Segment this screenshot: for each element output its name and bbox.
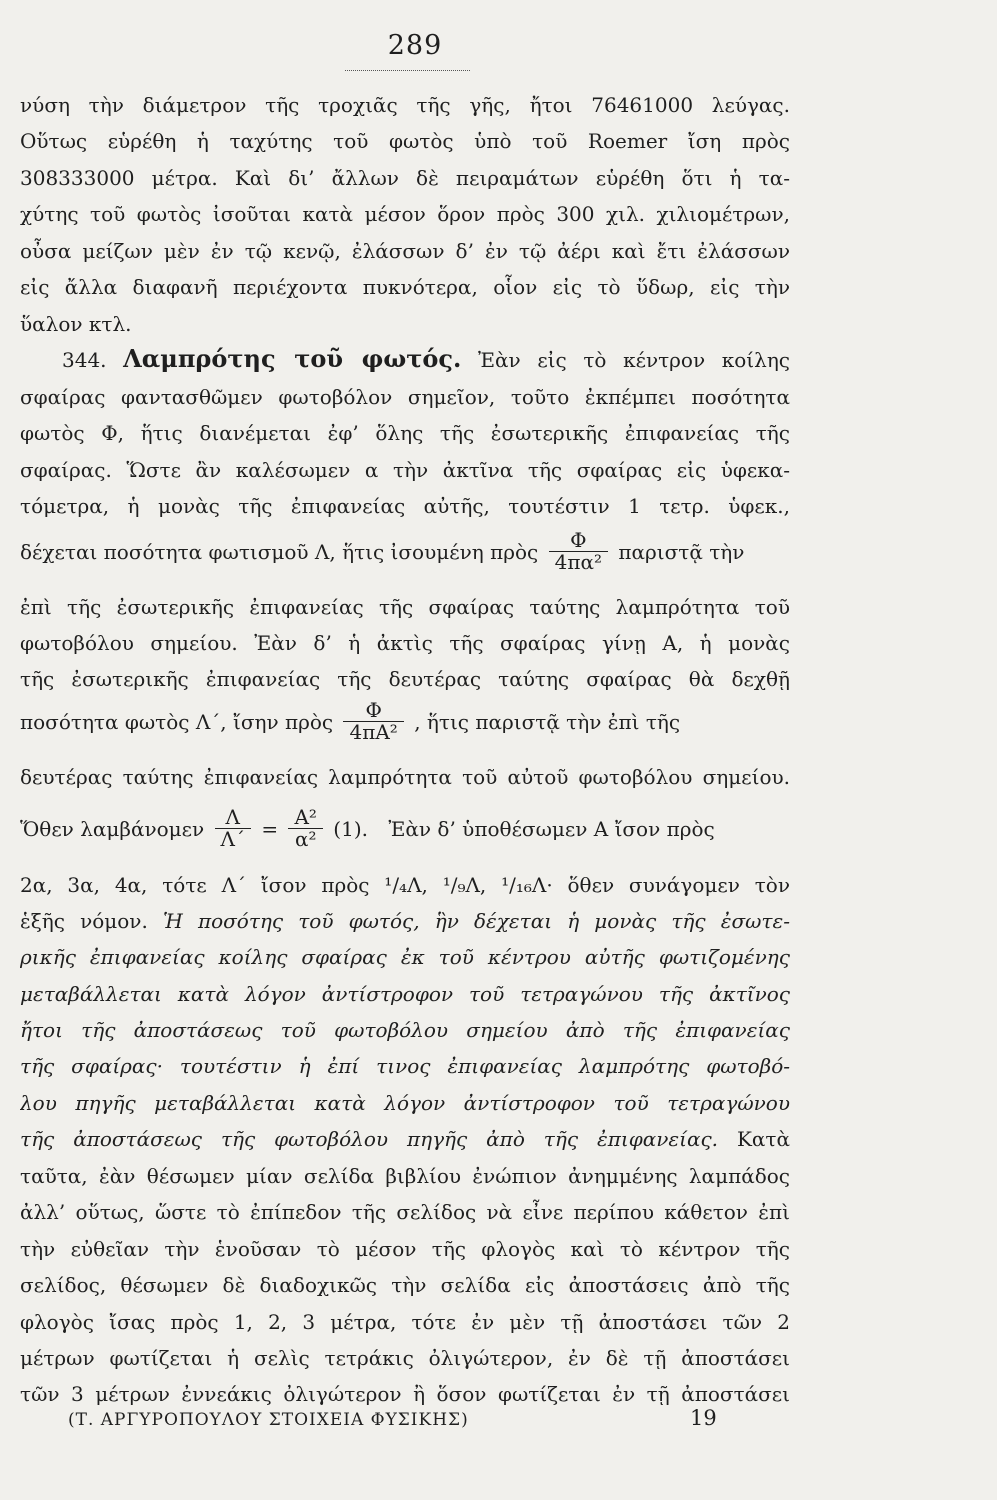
fraction-lambda-ratio: $\frac{\Lambda}{\Lambda΄}$ (215, 807, 251, 850)
formula-line-3 (20, 796, 790, 858)
text-line: ἐπὶ τῆς ἐσωτερικῆς ἐπιφανείας τῆς σφαίρας ταύτης λαμπρότητα τοῦ (20, 595, 790, 619)
text-plain: Κατὰ (736, 1127, 790, 1151)
law-line: μεταβάλλεται κατὰ λόγον ἀντίστροφον τοῦ τετραγώνου τῆς ἀκτῖνος (20, 982, 790, 1006)
text-line: σελίδος, θέσωμεν δὲ διαδοχικῶς τὴν σελίδα εἰς ἀποστάσεις ἀπὸ τῆς (20, 1273, 790, 1297)
law-line: ἤτοι τῆς ἀποστάσεως τοῦ φωτοβόλου σημείου ἀπὸ τῆς ἐπιφανείας (20, 1018, 790, 1042)
equation-label: (1). (333, 816, 368, 841)
text-line: τῶν 3 μέτρων ἐννεάκις ὀλιγώτερον ἢ ὅσον φωτίζεται ἐν τῇ ἀποστάσει (20, 1382, 790, 1406)
text-line: νύση τὴν διάμετρον τῆς τροχιᾶς τῆς γῆς, ἤτοι 76461000 λεύγας. (20, 93, 790, 117)
section-first-line: Ἐὰν εἰς τὸ κέντρον κοίλης (477, 348, 790, 372)
formula-text: Ἐὰν δ’ ὑποθέσωμεν Α ἴσον πρὸς (388, 816, 715, 841)
text-line: τῆς ἐσωτερικῆς ἐπιφανείας τῆς δευτέρας ταύτης σφαίρας θὰ δεχθῇ (20, 667, 790, 691)
text-line: μέτρων φωτίζεται ἡ σελὶς τετράκις ὀλιγώτερον, ἐν δὲ τῇ ἀποστάσει (20, 1346, 790, 1370)
footer-book-title: (Τ. ΑΡΓΥΡΟΠΟΥΛΟΥ ΣΤΟΙΧΕΙΑ ΦΥΣΙΚΗΣ) (68, 1410, 469, 1430)
fraction-phi-over-4pa2: $\frac{\Phi}{\text{4πα²}}$ (549, 530, 608, 573)
formula-text: ποσότητα φωτὸς Λ΄, ἴσην πρὸς (20, 709, 334, 734)
text-line: Οὕτως εὑρέθη ἡ ταχύτης τοῦ φωτὸς ὑπὸ τοῦ Roemer ἴση πρὸς (20, 129, 790, 153)
text-line: χύτης τοῦ φωτὸς ἰσοῦται κατὰ μέσον ὅρον πρὸς 300 χιλ. χιλιομέτρων, (20, 202, 790, 226)
law-italic: Ἡ ποσότης τοῦ φωτός, ἣν δέχεται ἡ μονὰς τῆς ἐσωτε- (162, 909, 790, 933)
law-line: λου πηγῆς μεταβάλλεται κατὰ λόγον ἀντίστροφον τοῦ τετραγώνου (20, 1091, 790, 1115)
text-line: σφαίρας φαντασθῶμεν φωτοβόλον σημεῖον, τοῦτο ἐκπέμπει ποσότητα (20, 385, 790, 409)
text-line: φλογὸς ἴσας πρὸς 1, 2, 3 μέτρα, τότε ἐν μὲν τῇ ἀποστάσει τῶν 2 (20, 1310, 790, 1334)
text-line: οὖσα μείζων μὲν ἐν τῷ κενῷ, ἐλάσσων δ’ ἐν τῷ ἀέρι καὶ ἔτι ἐλάσσων (20, 239, 790, 263)
equals-sign: = (261, 816, 279, 841)
section-heading: Λαμπρότης τοῦ φωτός. (123, 346, 462, 373)
text-line: εἰς ἄλλα διαφανῆ περιέχοντα πυκνότερα, οἷον εἰς τὸ ὕδωρ, εἰς τὴν (20, 275, 790, 299)
text-line: ὕαλον κτλ. (20, 312, 132, 336)
page-number: 289 (387, 30, 443, 61)
text-line: φωτὸς Φ, ἥτις διανέμεται ἐφ’ ὅλης τῆς ἐσωτερικῆς ἐπιφανείας τῆς (20, 421, 790, 445)
text-line: τόμετρα, ἡ μονὰς τῆς ἐπιφανείας αὐτῆς, τουτέστιν 1 τετρ. ὑφεκ., (20, 494, 790, 518)
law-last-line (20, 1126, 790, 1152)
text-line: δευτέρας ταύτης ἐπιφανείας λαμπρότητα τοῦ αὐτοῦ φωτοβόλου σημείου. (20, 765, 790, 789)
text-line: 308333000 μέτρα. Καὶ δι’ ἄλλων δὲ πειραμάτων εὑρέθη ὅτι ἡ τα- (20, 166, 790, 190)
section-number: 344. (62, 348, 107, 372)
formula-line-1 (20, 520, 790, 580)
text-line: σφαίρας. Ὥστε ἂν καλέσωμεν α τὴν ἀκτῖνα τῆς σφαίρας εἰς ὑφεκα- (20, 458, 790, 482)
law-italic: τῆς ἀποστάσεως τῆς φωτοβόλου πηγῆς ἀπὸ τῆς ἐπιφανείας. (20, 1127, 719, 1151)
fraction-phi-over-4pA2: $\frac{\Phi}{\text{4πΑ²}}$ (343, 700, 403, 743)
text-line: φωτοβόλου σημείου. Ἐὰν δ’ ἡ ἀκτὶς τῆς σφαίρας γίνῃ Α, ἡ μονὰς (20, 631, 790, 655)
text-line: ταῦτα, ἐὰν θέσωμεν μίαν σελίδα βιβλίου ἐνώπιον ἀνημμένης λαμπάδος (20, 1164, 790, 1188)
section-heading-line (62, 346, 790, 373)
text-line: τὴν εὐθεῖαν τὴν ἑνοῦσαν τὸ μέσον τῆς φλογὸς καὶ τὸ κέντρον τῆς (20, 1237, 790, 1261)
law-line: ρικῆς ἐπιφανείας κοίλης σφαίρας ἐκ τοῦ κέντρου αὐτῆς φωτιζομένης (20, 945, 790, 969)
text-line: ἀλλ’ οὕτως, ὥστε τὸ ἐπίπεδον τῆς σελίδος νὰ εἶνε περίπου κάθετον ἐπὶ (20, 1200, 790, 1224)
formula-text: Ὅθεν λαμβάνομεν (20, 816, 205, 841)
text-plain: ἑξῆς νόμον. (20, 909, 148, 933)
fraction-radius-ratio: $\frac{\text{Α²}}{\text{α²}}$ (288, 807, 322, 850)
text-line: 2α, 3α, 4α, τότε Λ΄ ἴσον πρὸς ¹/₄Λ, ¹/₉Λ, ¹/₁₆Λ· ὅθεν συνάγομεν τὸν (20, 873, 790, 897)
formula-text: δέχεται ποσότητα φωτισμοῦ Λ, ἥτις ἰσουμένη πρὸς (20, 539, 539, 564)
formula-text: παριστᾷ τὴν (618, 539, 745, 564)
formula-line-2 (20, 690, 790, 750)
law-line: τῆς σφαίρας· τουτέστιν ἡ ἐπί τινος ἐπιφανείας λαμπρότης φωτοβό- (20, 1054, 790, 1078)
formula-text: , ἥτις παριστᾷ τὴν ἐπὶ τῆς (414, 709, 681, 734)
header-rule (345, 70, 470, 71)
law-first-line (20, 908, 790, 934)
footer-signature-number: 19 (690, 1406, 717, 1430)
